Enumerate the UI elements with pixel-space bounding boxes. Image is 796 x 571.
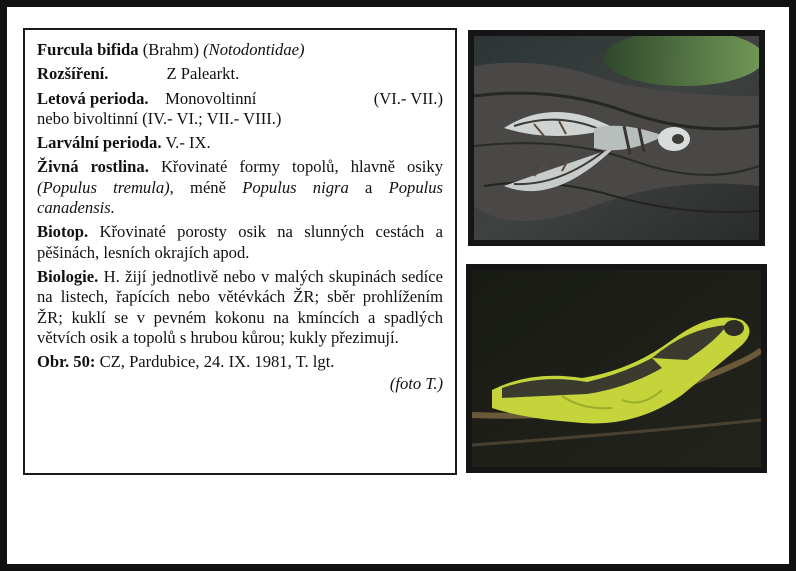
biotope-row <box>37 222 443 263</box>
distribution-row <box>37 64 443 84</box>
larva-photo <box>466 264 767 473</box>
food-plant-species-tremula: (Populus tremula) <box>37 177 170 197</box>
biology-value: H. žijí jednotlivě nebo v malých skupinách sedíce na listech, řapících nebo větévkách ŽR; sběr prohlížením ŽR; kuklí se v pevném kokonu na kmíncích a spadlých větvích osik a topolů s hrubou kůrou; kukly přezimují. <box>37 266 443 347</box>
food-plant-text-less: , méně <box>169 177 226 197</box>
food-plant-label: Živná rostlina. <box>37 157 149 177</box>
species-author: (Brahm) <box>142 40 199 59</box>
food-plant-species-canadensis: Populus canadensis. <box>37 177 443 218</box>
flight-period-range: (VI.- VII.) <box>373 88 443 108</box>
flight-period-row <box>37 89 443 109</box>
distribution-value: Z Palearkt. <box>166 64 240 84</box>
larval-period-value: V.- IX. <box>165 133 211 153</box>
distribution-label: Rozšíření. <box>37 64 109 84</box>
species-heading <box>37 40 443 60</box>
species-name: Furcula bifida <box>37 40 139 59</box>
flight-period-label: Letová perioda. <box>37 88 149 108</box>
biology-row <box>37 267 443 348</box>
food-plant-text: Křovinaté formy topolů, hlavně osiky <box>160 157 443 177</box>
biotope-label: Biotop. <box>37 222 89 242</box>
larva-image <box>472 270 761 467</box>
figure-value: CZ, Pardubice, 24. IX. 1981, T. lgt. <box>99 352 335 372</box>
figure-row <box>37 352 443 372</box>
larval-period-label: Larvální perioda. <box>37 133 162 153</box>
food-plant-species-nigra: Populus nigra <box>242 177 349 197</box>
food-plant-text-and: a <box>365 177 373 197</box>
biology-label: Biologie. <box>37 266 99 286</box>
photo-credit: (foto T.) <box>389 374 443 394</box>
food-plant-row <box>37 157 443 218</box>
figure-label: Obr. 50: <box>37 352 96 372</box>
larval-period-row <box>37 133 443 153</box>
flight-period-type: Monovoltinní <box>165 88 257 108</box>
flight-period-bivoltine: nebo bivoltinní (IV.- VI.; VII.- VIII.) <box>37 108 282 128</box>
moth-image <box>474 36 759 240</box>
species-family: (Notodontidae) <box>203 40 305 59</box>
moth-photo <box>468 30 765 246</box>
biotope-value: Křovinaté porosty osik na slunných cestách a pěšinách, lesních okrajích apod. <box>37 222 443 262</box>
species-description-box <box>23 28 457 475</box>
